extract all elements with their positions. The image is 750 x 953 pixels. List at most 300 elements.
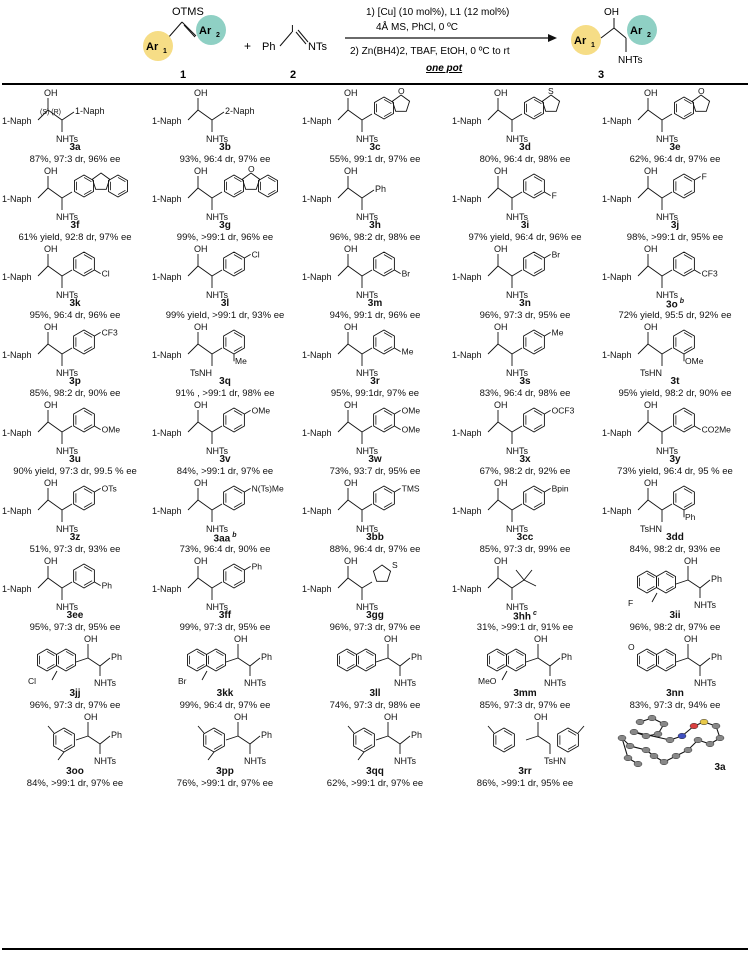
- ar1-label: 1-Naph: [152, 584, 182, 594]
- compound-result: 95%, 99:1dr, 97% ee: [330, 388, 420, 399]
- amide-label: NHTs: [356, 524, 378, 534]
- amide-label: NHTs: [694, 600, 716, 610]
- compound-result: 84%, >99:1 dr, 97% ee: [26, 778, 124, 789]
- svg-text:1: 1: [163, 48, 167, 55]
- product-oh: OH: [604, 7, 619, 18]
- label-2: 2: [290, 69, 297, 81]
- hydroxyl-label: OH: [194, 88, 208, 98]
- compound-id: 3f: [70, 220, 80, 231]
- product-nhts: NHTs: [618, 55, 643, 66]
- compound-id: 3n: [519, 298, 531, 309]
- compound-entry: [450, 398, 600, 476]
- compound-result: 72% yield, 95:5 dr, 92% ee: [618, 310, 732, 321]
- hydroxyl-label: OH: [534, 712, 548, 722]
- compound-entry: [450, 710, 600, 788]
- compound-entry: [0, 86, 150, 164]
- compound-structure: [0, 476, 150, 534]
- compound-structure: [450, 164, 600, 222]
- ar1-label: 1-Naph: [302, 350, 332, 360]
- compound-structure: [0, 86, 150, 144]
- compound-structure: [450, 476, 600, 534]
- compound-structure: [450, 320, 600, 378]
- compound-entry: [150, 86, 300, 164]
- compound-result: 61% yield, 92:8 dr, 97% ee: [18, 232, 132, 243]
- compound-structure: [600, 554, 750, 612]
- amide-label: NHTs: [506, 602, 528, 612]
- amide-label: NHTs: [206, 446, 228, 456]
- ar2-label: Ph: [711, 574, 723, 584]
- hydroxyl-label: OH: [344, 166, 358, 176]
- compound-entry: [600, 632, 750, 710]
- compound-id: 3u: [69, 454, 81, 465]
- compound-structure: [450, 86, 600, 144]
- compound-result: 62%, 96:4 dr, 97% ee: [629, 154, 721, 165]
- compound-id: 3gg: [366, 610, 384, 621]
- ar1-label: 1-Naph: [2, 428, 32, 438]
- amide-label: NHTs: [506, 290, 528, 300]
- amide-label: NHTs: [56, 290, 78, 300]
- compound-structure: [150, 398, 300, 456]
- amide-label: NHTs: [656, 134, 678, 144]
- compound-result: 55%, 99:1 dr, 97% ee: [329, 154, 421, 165]
- heteroatom-label: O: [248, 164, 255, 174]
- compound-structure: [600, 164, 750, 222]
- hydroxyl-label: OH: [194, 400, 208, 410]
- substituent-label: OMe: [251, 405, 271, 416]
- amide-label: NHTs: [56, 524, 78, 534]
- hydroxyl-label: OH: [194, 166, 208, 176]
- ar2-label: Ph: [561, 652, 573, 662]
- compound-entry: [450, 320, 600, 398]
- ar1-label: 1-Naph: [602, 350, 632, 360]
- compound-result: 94%, 99:1 dr, 96% ee: [329, 310, 421, 321]
- compound-structure: [150, 554, 300, 612]
- hydroxyl-label: OH: [344, 400, 358, 410]
- compound-entry: [600, 476, 750, 554]
- compound-result: 95% yield, 98:2 dr, 90% ee: [618, 388, 732, 399]
- amide-label: NHTs: [356, 290, 378, 300]
- amide-label: NHTs: [506, 524, 528, 534]
- label-3: 3: [598, 69, 605, 81]
- compound-entry: [600, 164, 750, 242]
- compound-id: 3p: [69, 376, 81, 387]
- compound-entry: [0, 476, 150, 554]
- amide-label: NHTs: [656, 446, 678, 456]
- amide-label: NHTs: [506, 368, 528, 378]
- ar1-label: 1-Naph: [602, 428, 632, 438]
- compound-structure: [600, 320, 750, 378]
- compound-structure: [600, 242, 750, 300]
- compound-entry: [150, 242, 300, 320]
- compound-entry: [450, 554, 600, 632]
- substrate-scope-grid: [0, 86, 750, 947]
- compound-result: 87%, 97:3 dr, 96% ee: [29, 154, 121, 165]
- plus-sign: +: [244, 39, 252, 53]
- compound-entry: [0, 164, 150, 242]
- amide-label: NHTs: [506, 212, 528, 222]
- ar1-label: 1-Naph: [302, 428, 332, 438]
- compound-structure: [0, 554, 150, 612]
- hydroxyl-label: OH: [384, 712, 398, 722]
- hydroxyl-label: OH: [644, 166, 658, 176]
- ar2-label: 2-Naph: [225, 106, 255, 116]
- compound-id: 3v: [219, 454, 231, 465]
- hydroxyl-label: OH: [44, 322, 58, 332]
- compound-result: 96%, 97:3 dr, 97% ee: [29, 700, 121, 711]
- conditions-step2: 2) Zn(BH4)2, TBAF, EtOH, 0 ºC to rt: [350, 46, 510, 57]
- compound-id: 3a: [714, 762, 726, 773]
- compound-structure: [150, 320, 300, 378]
- compound-id: 3jj: [69, 688, 81, 699]
- ar1-label: Ar: [146, 41, 159, 53]
- compound-result: 83%, 97:3 dr, 94% ee: [629, 700, 721, 711]
- amide-label: NHTs: [56, 602, 78, 612]
- hydroxyl-label: OH: [644, 478, 658, 488]
- compound-id: 3aa $^b$: [213, 532, 237, 545]
- hydroxyl-label: OH: [44, 166, 58, 176]
- ar1-label: 1-Naph: [302, 194, 332, 204]
- compound-entry: [600, 86, 750, 164]
- compound-structure: [0, 632, 150, 690]
- ar1-label: 1-Naph: [152, 506, 182, 516]
- hydroxyl-label: OH: [644, 400, 658, 410]
- top-rule: [2, 83, 748, 85]
- compound-id: 3cc: [516, 532, 534, 543]
- ar1-label: 1-Naph: [452, 584, 482, 594]
- compound-entry: [150, 554, 300, 632]
- heteroatom-label: O: [698, 86, 705, 96]
- ar2-label: Ph: [411, 652, 423, 662]
- compound-result: 83%, 96:4 dr, 98% ee: [479, 388, 571, 399]
- ar1-label: 1-Naph: [152, 350, 182, 360]
- compound-structure: [300, 86, 450, 144]
- ar2-label: Ph: [411, 730, 423, 740]
- svg-text:Ar: Ar: [574, 35, 587, 47]
- conditions-step1b: 4Å MS, PhCl, 0 ºC: [376, 22, 459, 33]
- amide-label: NHTs: [356, 212, 378, 222]
- compound-result: 84%, 98:2 dr, 93% ee: [629, 544, 721, 555]
- ar1-label: 1-Naph: [452, 350, 482, 360]
- amide-label: NHTs: [506, 134, 528, 144]
- hydroxyl-label: OH: [194, 556, 208, 566]
- substituent-label: OMe: [101, 424, 121, 435]
- hydroxyl-label: OH: [684, 556, 698, 566]
- substituent-label: Cl: [251, 249, 260, 260]
- label-1: 1: [180, 69, 187, 81]
- compound-entry: [150, 632, 300, 710]
- svg-text:2: 2: [647, 32, 651, 39]
- ar1-label: 1-Naph: [2, 194, 32, 204]
- amide-label: NHTs: [206, 602, 228, 612]
- substituent-label: Br: [551, 249, 561, 260]
- compound-entry: [0, 398, 150, 476]
- ar2-label: Ph: [111, 652, 123, 662]
- svg-text:Ar: Ar: [630, 25, 643, 37]
- ar2-label: Ph: [261, 730, 273, 740]
- substituent-label: TMS: [401, 483, 420, 494]
- reactant2-nts: NTs: [308, 41, 327, 53]
- compound-result: 99%, 97:3 dr, 95% ee: [179, 622, 271, 633]
- compound-result: 73%, 93:7 dr, 95% ee: [329, 466, 421, 477]
- compound-entry: [600, 320, 750, 398]
- compound-structure: [150, 242, 300, 300]
- compound-entry: [0, 320, 150, 398]
- compound-entry: [600, 242, 750, 320]
- ar2-label: Ph: [711, 652, 723, 662]
- compound-result: 96%, 98:2 dr, 98% ee: [329, 232, 421, 243]
- hydroxyl-label: OH: [494, 400, 508, 410]
- substituent-label: Br: [401, 268, 411, 279]
- compound-entry: [600, 554, 750, 632]
- ar1-label: 1-Naph: [452, 506, 482, 516]
- hydroxyl-label: OH: [44, 400, 58, 410]
- substituent-label: OTs: [101, 483, 117, 494]
- ar1-label: 1-Naph: [452, 428, 482, 438]
- compound-id: 3s: [519, 376, 531, 387]
- compound-id: 3d: [519, 142, 531, 153]
- compound-structure: [0, 320, 150, 378]
- hydroxyl-label: OH: [494, 478, 508, 488]
- hydroxyl-label: OH: [234, 634, 248, 644]
- substituent-label: OMe: [401, 424, 421, 435]
- heteroatom-label: O: [398, 86, 405, 96]
- substituent-label: CF3: [101, 327, 118, 338]
- compound-structure: [450, 554, 600, 612]
- compound-id: 3m: [367, 298, 383, 309]
- compound-result: 99%, >99:1 dr, 96% ee: [176, 232, 274, 243]
- compound-structure: [450, 632, 600, 690]
- ar2-label: 1-Naph: [75, 106, 105, 116]
- ar1-label: 1-Naph: [302, 116, 332, 126]
- compound-id: 3pp: [216, 766, 234, 777]
- compound-entry: [0, 554, 150, 632]
- compound-id: 3k: [69, 298, 81, 309]
- hydroxyl-label: OH: [644, 244, 658, 254]
- ar1-label: 1-Naph: [2, 506, 32, 516]
- hydroxyl-label: OH: [344, 556, 358, 566]
- amide-label: NHTs: [56, 134, 78, 144]
- ar1-label: 1-Naph: [302, 506, 332, 516]
- hydroxyl-label: OH: [344, 478, 358, 488]
- compound-id: 3oo: [66, 766, 84, 777]
- compound-id: 3nn: [666, 688, 684, 699]
- compound-structure: [0, 242, 150, 300]
- compound-result: 96%, 97:3 dr, 95% ee: [479, 310, 571, 321]
- ar1-label: 1-Naph: [2, 116, 32, 126]
- compound-id: 3h: [369, 220, 381, 231]
- substituent-label: Me: [551, 327, 564, 338]
- amide-label: NHTs: [244, 678, 266, 688]
- compound-structure: [150, 632, 300, 690]
- compound-id: 3mm: [513, 688, 537, 699]
- compound-result: 99% yield, >99:1 dr, 93% ee: [165, 310, 285, 321]
- amide-label: NHTs: [356, 602, 378, 612]
- compound-structure: [300, 476, 450, 534]
- compound-structure: [0, 710, 150, 768]
- hydroxyl-label: OH: [344, 244, 358, 254]
- hydroxyl-label: OH: [234, 712, 248, 722]
- substituent-label: Cl: [101, 268, 110, 279]
- ar1-label: 1-Naph: [302, 584, 332, 594]
- compound-entry: [150, 710, 300, 788]
- compound-result: 76%, >99:1 dr, 97% ee: [176, 778, 274, 789]
- compound-id: 3bb: [366, 532, 384, 543]
- compound-result: 96%, 98:2 dr, 97% ee: [629, 622, 721, 633]
- hydroxyl-label: OH: [44, 88, 58, 98]
- compound-result: 96%, 97:3 dr, 97% ee: [329, 622, 421, 633]
- heteroatom-label: O: [628, 642, 635, 652]
- substituent-label: CO2Me: [701, 424, 731, 435]
- amide-label: NHTs: [356, 134, 378, 144]
- compound-result: 86%, >99:1 dr, 95% ee: [476, 778, 574, 789]
- substituent-label: Cl: [28, 676, 37, 686]
- ar1-label: 1-Naph: [452, 116, 482, 126]
- ar1-label: 1-Naph: [2, 272, 32, 282]
- hydroxyl-label: OH: [84, 634, 98, 644]
- compound-entry: [450, 632, 600, 710]
- compound-result: 73%, 96:4 dr, 90% ee: [179, 544, 271, 555]
- compound-id: 3ii: [669, 610, 681, 621]
- compound-structure: [300, 320, 450, 378]
- ar1-label: 1-Naph: [2, 350, 32, 360]
- compound-id: 3hh $^c$: [513, 610, 537, 623]
- substituent-label: Me: [235, 356, 247, 367]
- hydroxyl-label: OH: [44, 244, 58, 254]
- ar1-label: 1-Naph: [152, 272, 182, 282]
- compound-result: 97% yield, 96:4 dr, 96% ee: [468, 232, 582, 243]
- compound-result: 51%, 97:3 dr, 93% ee: [29, 544, 121, 555]
- compound-structure: [450, 398, 600, 456]
- compound-structure: [450, 242, 600, 300]
- compound-structure: [300, 242, 450, 300]
- crystal-structure: [600, 710, 750, 768]
- compound-id: 3e: [669, 142, 681, 153]
- substituent-label: OMe: [685, 356, 704, 367]
- compound-id: 3r: [370, 376, 380, 387]
- compound-id: 3rr: [518, 766, 532, 777]
- ar2-label: Ph: [261, 652, 273, 662]
- ar2-label: Ph: [111, 730, 123, 740]
- ar1-label: 1-Naph: [602, 194, 632, 204]
- compound-result: 85%, 98:2 dr, 90% ee: [29, 388, 121, 399]
- compound-result: 31%, >99:1 dr, 91% ee: [476, 622, 574, 633]
- compound-id: 3ee: [66, 610, 84, 621]
- compound-entry: [300, 554, 450, 632]
- compound-entry: [300, 632, 450, 710]
- compound-entry: [150, 398, 300, 476]
- compound-result: 95%, 97:3 dr, 95% ee: [29, 622, 121, 633]
- heteroatom-label: S: [392, 560, 398, 570]
- reactant1-otms: OTMS: [172, 6, 204, 18]
- substituent-label: OMe: [401, 405, 421, 416]
- amide-label: TsHN: [544, 756, 566, 766]
- compound-id: 3z: [69, 532, 81, 543]
- compound-structure: [150, 476, 300, 534]
- substituent-label: Ph: [251, 561, 263, 572]
- stereo-label: (S) (R): [40, 109, 61, 116]
- compound-id: 3ll: [369, 688, 381, 699]
- amide-label: NHTs: [56, 368, 78, 378]
- compound-entry: [300, 242, 450, 320]
- amide-label: TsHN: [640, 524, 662, 534]
- compound-structure: [300, 632, 450, 690]
- substituent-label: N(Ts)Me: [251, 483, 284, 494]
- compound-entry: [300, 710, 450, 788]
- compound-result: 74%, 97:3 dr, 98% ee: [329, 700, 421, 711]
- footnote-marker: b: [679, 298, 684, 305]
- hydroxyl-label: OH: [194, 478, 208, 488]
- compound-result: 84%, >99:1 dr, 97% ee: [176, 466, 274, 477]
- ar1-label: 1-Naph: [2, 584, 32, 594]
- ar1-label: 1-Naph: [452, 194, 482, 204]
- substituent-label: Ph: [101, 580, 113, 591]
- amide-label: NHTs: [94, 678, 116, 688]
- compound-id: 3g: [219, 220, 231, 231]
- compound-id: 3q: [219, 376, 231, 387]
- compound-id: 3c: [369, 142, 381, 153]
- amide-label: NHTs: [356, 446, 378, 456]
- amide-label: NHTs: [544, 678, 566, 688]
- compound-entry: [150, 476, 300, 554]
- footnote-marker: b: [232, 532, 237, 539]
- hydroxyl-label: OH: [534, 634, 548, 644]
- hydroxyl-label: OH: [494, 556, 508, 566]
- hydroxyl-label: OH: [384, 634, 398, 644]
- hydroxyl-label: OH: [344, 88, 358, 98]
- amide-label: NHTs: [394, 756, 416, 766]
- conditions-step1: 1) [Cu] (10 mol%), L1 (12 mol%): [366, 7, 510, 18]
- compound-id: 3a: [69, 142, 81, 153]
- compound-structure: [600, 398, 750, 456]
- substituent-label: F: [628, 598, 634, 608]
- compound-result: 85%, 97:3 dr, 97% ee: [479, 700, 571, 711]
- compound-entry: [0, 242, 150, 320]
- ar1-label: 1-Naph: [152, 428, 182, 438]
- compound-structure: [600, 476, 750, 534]
- compound-entry: [300, 164, 450, 242]
- compound-result: 67%, 98:2 dr, 92% ee: [479, 466, 571, 477]
- compound-id: 3dd: [666, 532, 684, 543]
- compound-id: 3l: [220, 298, 230, 309]
- compound-entry: [0, 632, 150, 710]
- compound-entry: [150, 320, 300, 398]
- amide-label: NHTs: [694, 678, 716, 688]
- amide-label: NHTs: [56, 446, 78, 456]
- ar1-label: 1-Naph: [602, 506, 632, 516]
- hydroxyl-label: OH: [84, 712, 98, 722]
- compound-result: 85%, 97:3 dr, 99% ee: [479, 544, 571, 555]
- compound-entry: [600, 398, 750, 476]
- ar1-label: 1-Naph: [602, 272, 632, 282]
- compound-entry: [300, 86, 450, 164]
- compound-id: 3j: [670, 220, 680, 231]
- compound-id: 3i: [520, 220, 530, 231]
- ar1-label: 1-Naph: [152, 116, 182, 126]
- one-pot-label: one pot: [426, 63, 463, 74]
- amide-label: NHTs: [56, 212, 78, 222]
- amide-label: NHTs: [206, 134, 228, 144]
- amide-label: NHTs: [506, 446, 528, 456]
- amide-label: TsNH: [190, 368, 212, 378]
- compound-entry: [150, 164, 300, 242]
- hydroxyl-label: OH: [44, 556, 58, 566]
- compound-structure: [450, 710, 600, 768]
- amide-label: TsHN: [640, 368, 662, 378]
- compound-result: 90% yield, 97:3 dr, 99.5 % ee: [13, 466, 137, 477]
- hydroxyl-label: OH: [194, 244, 208, 254]
- substituent-label: Br: [178, 676, 187, 686]
- compound-result: 80%, 96:4 dr, 98% ee: [479, 154, 571, 165]
